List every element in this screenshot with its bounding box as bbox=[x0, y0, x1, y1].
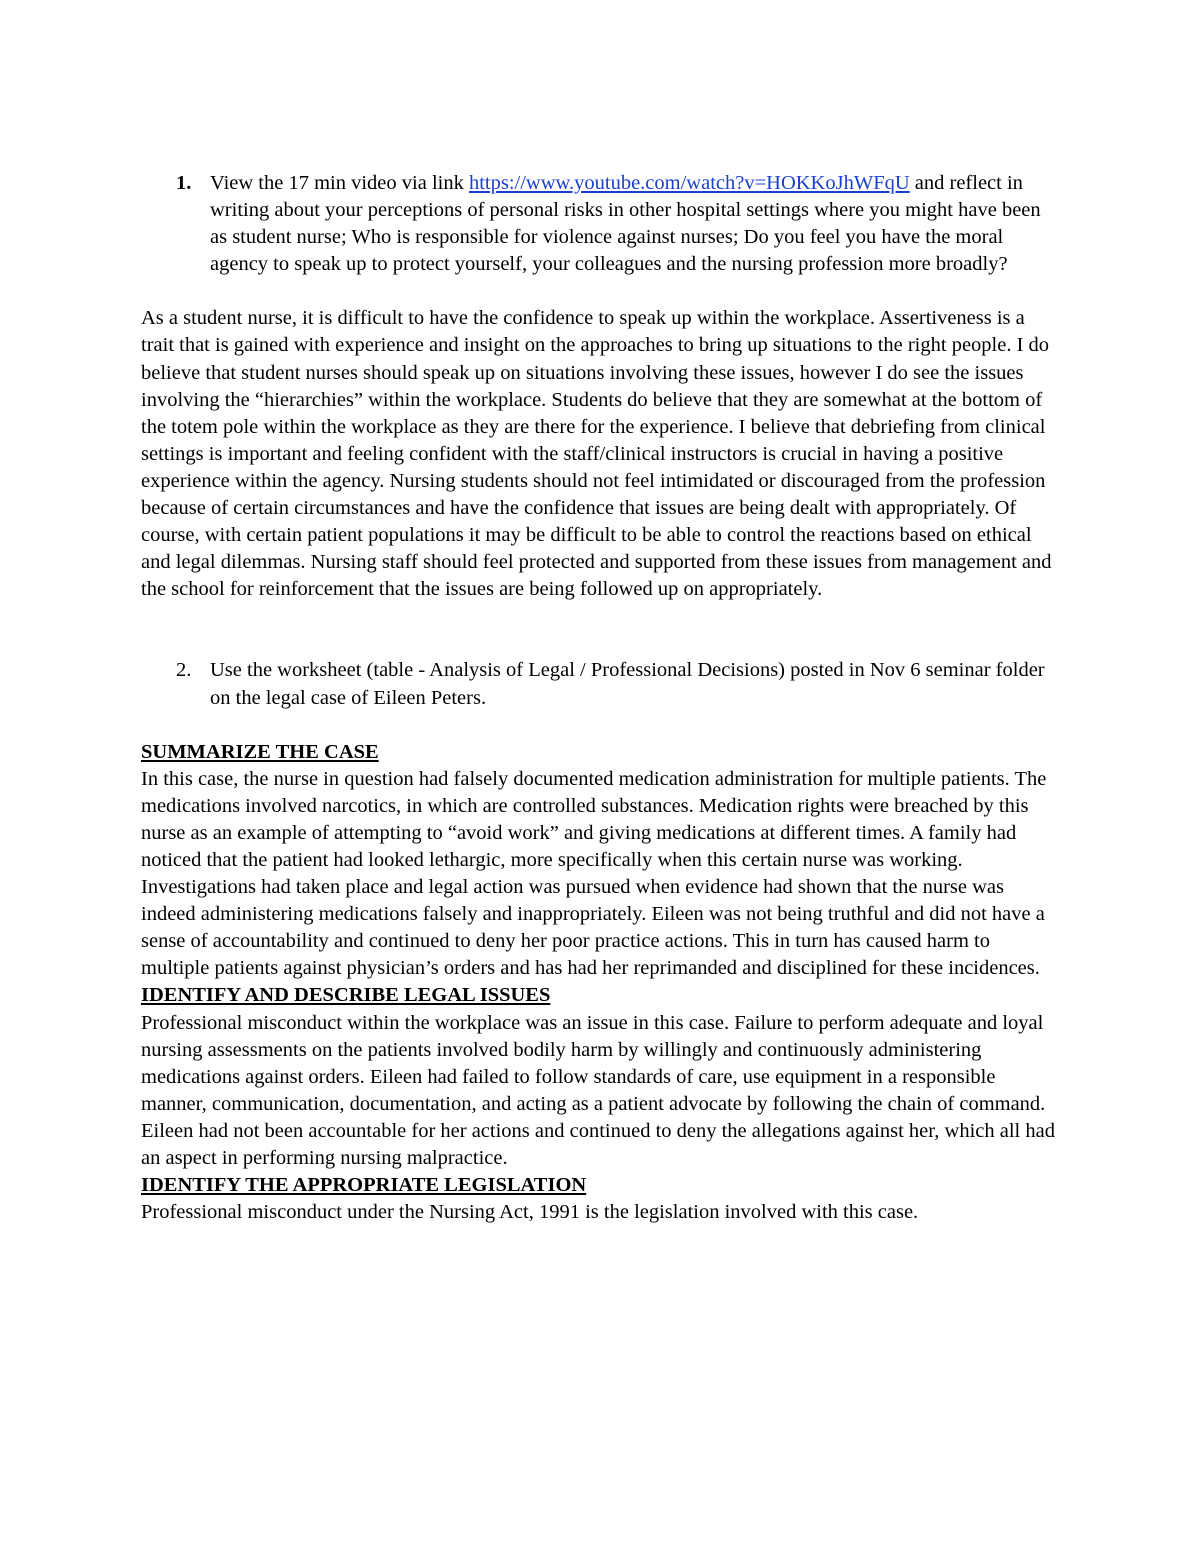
section-body: Professional misconduct within the workplace was an issue in this case. Failure to perform adequate and loyal nursing assessments on the patients involved bodily harm by willingly and continuously administering medications against orders. Eileen had failed to follow standards of care, use equipment in a responsible manner, communication, documentation, and acting as a patient advocate by following the chain of command. Eileen had not been accountable for her actions and continued to deny the allegations against her, which all had an aspect in performing nursing malpractice. bbox=[141, 1011, 1055, 1169]
answer-1-paragraph: As a student nurse, it is difficult to have the confidence to speak up within the workplace. Assertiveness is a trait that is gained with experience and insight on the approaches to bring up situations to the right people. I do believe that student nurses should speak up on situations involving these issues, however I do see the issues involving the “hierarchies” within the workplace. Students do believe that they are somewhat at the bottom of the totem pole within the workplace as they are there for the experience. I believe that debriefing from clinical settings is important and feeling confident with the staff/clinical instructors is crucial in having a positive experience within the agency. Nursing students should not feel intimidated or discouraged from the profession because of certain circumstances and have the confidence that issues are being dealt with appropriately. Of course, with certain patient populations it may be difficult to be able to control the reactions based on ethical and legal dilemmas. Nursing staff should feel protected and supported from these issues from management and the school for reinforcement that the issues are being followed up on appropriately. bbox=[141, 307, 1052, 601]
youtube-video-link[interactable]: https://www.youtube.com/watch?v=HOKKoJhWFqU bbox=[468, 172, 910, 194]
section-heading: SUMMARIZE THE CASE bbox=[141, 740, 379, 763]
question-1-number: 1. bbox=[176, 172, 192, 194]
question-1 bbox=[141, 170, 1061, 278]
question-2-number: 2. bbox=[176, 659, 192, 682]
section-body: In this case, the nurse in question had falsely documented medication administration for multiple patients. The medications involved narcotics, in which are controlled substances. Medication rights were breached by this nurse as an example of attempting to “avoid work” and giving medications at different times. A family had noticed that the patient had looked lethargic, more specifically when this certain nurse was working. Investigations had taken place and legal action was pursued when evidence had shown that the nurse was indeed administering medications falsely and inappropriately. Eileen was not being truthful and did not have a sense of accountability and continued to deny her poor practice actions. This in turn has caused harm to multiple patients against physician’s orders and has had her reprimanded and disciplined for these incidences. bbox=[141, 767, 1047, 980]
case-analysis-sections bbox=[141, 739, 1061, 1227]
question-2-text: Use the worksheet (table - Analysis of Legal / Professional Decisions) posted in Nov 6 seminar folder on the legal case of Eileen Peters. bbox=[210, 659, 1045, 709]
section-body: Professional misconduct under the Nursing Act, 1991 is the legislation involved with this case. bbox=[141, 1201, 919, 1224]
section-heading: IDENTIFY THE APPROPRIATE LEGISLATION bbox=[141, 1174, 587, 1197]
question-1-text-end: and reflect in writing about your perceptions of personal risks in other hospital settings where you might have been as student nurse; Who is responsible for violence against nurses; Do you feel you have the moral agency to speak up to protect yourself, your colleagues and the nursing profession more broadly? bbox=[210, 172, 1041, 276]
section-summarize-case bbox=[141, 739, 1061, 983]
section-heading: IDENTIFY AND DESCRIBE LEGAL ISSUES bbox=[141, 984, 551, 1007]
document-page bbox=[141, 170, 1061, 1226]
question-1-text bbox=[210, 170, 1061, 278]
section-legal-issues bbox=[141, 982, 1061, 1172]
question-2 bbox=[141, 657, 1061, 711]
question-1-text-start: View the 17 min video via link bbox=[210, 172, 469, 194]
section-legislation bbox=[141, 1172, 1061, 1226]
